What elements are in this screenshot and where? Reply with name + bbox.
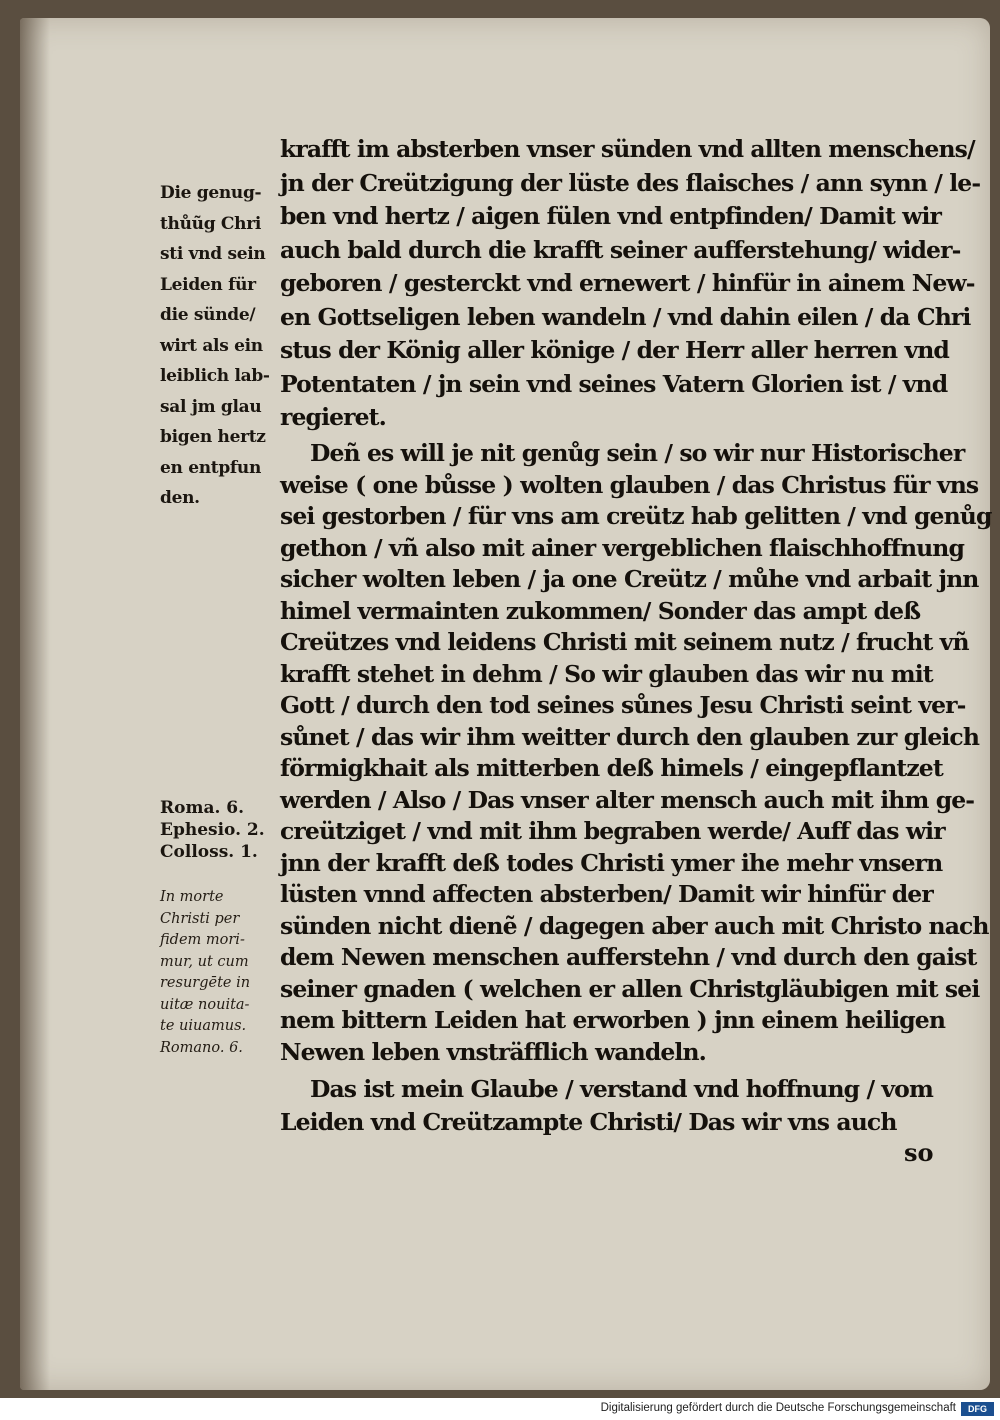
margin-latin-line: mur, ut cum: [160, 953, 249, 970]
margin-latin-line: fidem mori-: [160, 932, 245, 948]
margin-latin-line: Christi per: [160, 910, 240, 927]
margin-note-line: den.: [160, 488, 200, 508]
text-line: sicher wolten leben / ja one Creütz / můhe vnd arbait jnn: [280, 565, 979, 593]
text-line: Gott / durch den tod seines sůnes Jesu Christi seint ver-: [280, 691, 966, 719]
margin-reference-line: Ephesio. 2.: [160, 820, 265, 840]
margin-reference-line: Colloss. 1.: [160, 842, 258, 862]
margin-note-references: [160, 797, 280, 863]
margin-note-line: thůũg Chri: [160, 213, 262, 234]
text-line: seiner gnaden ( welchen er allen Christgläubigen mit sei: [280, 974, 980, 1003]
margin-note-line: sti vnd sein: [160, 244, 266, 264]
text-line: Deñ es will je nit genůg sein / so wir nur Historischer: [310, 439, 965, 467]
text-line: krafft stehet in dehm / So wir glauben das wir nu mit: [280, 659, 933, 688]
footer-credit: Digitalisierung gefördert durch die Deutsche Forschungsgemeinschaft: [600, 1402, 956, 1414]
text-line: nem bittern Leiden hat erworben ) jnn einem heiligen: [280, 1006, 946, 1034]
text-line: Leiden vnd Creützampte Christi/ Das wir vns auch: [280, 1108, 897, 1136]
margin-note-line: Leiden für: [160, 274, 256, 295]
text-line: weise ( one bůsse ) wolten glauben / das Christus für vns: [280, 470, 979, 499]
dfg-logo-icon: DFG: [961, 1402, 994, 1416]
text-line: sünden nicht dienẽ / dagegen aber auch mit Christo nach: [280, 911, 989, 940]
text-line: werden / Also / Das vnser alter mensch auch mit ihm ge-: [280, 785, 975, 814]
page-gutter-shadow: [20, 18, 50, 1390]
text-line: creütziget / vnd mit ihm begraben werde/ Auff das wir: [280, 817, 945, 845]
margin-note-line: wirt als ein: [160, 335, 263, 356]
margin-note-line: leiblich lab-: [160, 366, 270, 386]
text-line: dem Newen menschen aufferstehn / vnd durch den gaist: [280, 943, 977, 971]
body-paragraph-1: [280, 133, 981, 435]
margin-latin-line: uitæ nouita-: [160, 996, 250, 1013]
margin-latin-line: resurgēte in: [160, 975, 251, 991]
margin-note-line: en entpfun: [160, 457, 262, 478]
footer-bar: [0, 1398, 1000, 1420]
text-line: Newen leben vnsträfflich wandeln.: [280, 1037, 706, 1066]
text-line: Das ist mein Glaube / verstand vnd hoffnung / vom: [310, 1075, 933, 1103]
body-paragraph-3: [280, 1073, 940, 1139]
text-line: Creützes vnd leidens Christi mit seinem nutz / frucht vñ: [280, 628, 969, 656]
text-line: gethon / vñ also mit ainer vergeblichen flaischhoffnung: [280, 533, 965, 562]
margin-latin-line: In morte: [160, 889, 224, 905]
text-line: jn der Creützigung der lüste des flaisches / ann synn / le-: [280, 168, 981, 197]
text-line: Potentaten / jn sein vnd seines Vatern Glorien ist / vnd: [280, 369, 948, 398]
margin-note-line: die sünde/: [160, 305, 256, 325]
text-line: sůnet / das wir ihm weitter durch den glauben zur gleich: [280, 722, 980, 751]
margin-reference-line: Roma. 6.: [160, 798, 245, 818]
body-paragraph-2: [280, 438, 992, 1068]
margin-latin-line: te uiuamus.: [160, 1018, 247, 1034]
text-line: jnn der krafft deß todes Christi ymer ihe mehr vnsern: [280, 848, 943, 877]
margin-note-latin: [160, 887, 280, 1059]
text-line: sei gestorben / für vns am creütz hab gelitten / vnd genůg: [280, 502, 992, 530]
text-line: krafft im absterben vnser sünden vnd allten menschens/: [280, 135, 975, 163]
margin-latin-line: Romano. 6.: [160, 1039, 243, 1056]
margin-note-line: bigen hertz: [160, 427, 266, 447]
text-line: auch bald durch die krafft seiner aufferstehung/ wider-: [280, 235, 961, 264]
text-line: himel vermainten zukommen/ Sonder das ampt deß: [280, 596, 921, 625]
margin-note-line: sal jm glau: [160, 396, 262, 417]
margin-note-fraktur: [160, 178, 280, 514]
text-line: regieret.: [280, 403, 386, 431]
text-line: en Gottseligen leben wandeln / vnd dahin eilen / da Chri: [280, 302, 971, 331]
margin-note-line: Die genug-: [160, 183, 262, 203]
catchword: so: [904, 1138, 934, 1167]
text-line: ben vnd hertz / aigen fülen vnd entpfinden/ Damit wir: [280, 202, 942, 230]
text-line: stus der König aller könige / der Herr aller herren vnd: [280, 336, 949, 364]
text-line: geboren / gesterckt vnd ernewert / hinfür in ainem New-: [280, 269, 975, 297]
text-line: förmigkhait als mitterben deß himels / eingepflantzet: [280, 754, 943, 782]
text-line: lüsten vnnd affecten absterben/ Damit wir hinfür der: [280, 880, 933, 908]
